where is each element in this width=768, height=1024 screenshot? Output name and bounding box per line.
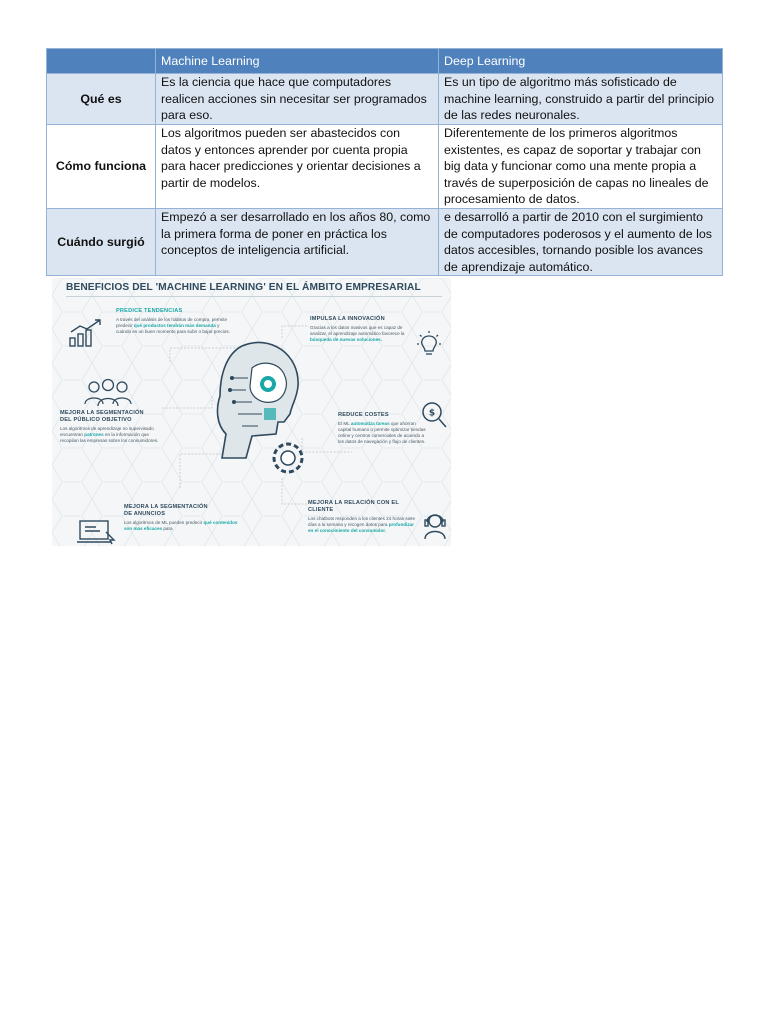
segmentacion-text-a: Los algoritmos de aprendizaje no supervisado encuentran: [60, 426, 154, 437]
anuncios-text-a: Los algoritmos de ML pueden predecir: [124, 520, 204, 525]
ml-benefits-infographic: [52, 278, 451, 546]
cell-dl-cuando-surgio: e desarrolló a partir de 2010 con el surgimiento de computadores poderosos y el aumento de los datos accesibles, tornando posible los avances de aprendizaje automático.: [439, 209, 723, 276]
trend-chart-icon: [68, 318, 106, 348]
cliente-text: [308, 516, 418, 534]
innovacion-text: [310, 325, 410, 343]
block-impulsa-innovacion: [310, 316, 410, 343]
anuncios-text-accent: qué contenidos son más eficaces: [124, 520, 238, 531]
anuncios-text: [124, 520, 242, 532]
costes-text-accent: automatiza tareas: [350, 421, 390, 426]
costes-heading: REDUCE COSTES: [338, 412, 389, 418]
block-segmentacion-publico: [60, 410, 168, 444]
money-magnifier-icon: [420, 400, 448, 430]
cliente-text-a: Los chatbots responden a los clientes 24 horas siete días a la semana y recogen datos para: [308, 516, 415, 527]
innovacion-text-accent: búsqueda de nuevas soluciones.: [310, 337, 382, 342]
row-label-que-es: Qué es: [47, 74, 156, 125]
gear-icon: [262, 438, 312, 478]
block-segmentacion-anuncios: [124, 504, 242, 532]
segmentacion-heading-1: MEJORA LA SEGMENTACIÓN: [60, 410, 144, 416]
table-header-row: [47, 49, 723, 74]
support-agent-icon: [422, 510, 448, 540]
costes-text-a: El ML: [338, 421, 351, 426]
anuncios-text-b: para: [162, 526, 173, 531]
segmentacion-text-b: en la información que recopilan las empresas sobre los consumidores.: [60, 432, 159, 443]
cliente-heading: MEJORA LA RELACIÓN CON EL CLIENTE: [308, 500, 399, 513]
block-reduce-costes: [338, 412, 428, 445]
cell-ml-que-es: Es la ciencia que hace que computadores realicen acciones sin necesitar ser programados para eso.: [156, 74, 439, 125]
innovacion-heading: IMPULSA LA INNOVACIÓN: [310, 316, 385, 322]
cell-dl-que-es: Es un tipo de algoritmo más sofisticado de machine learning, construido a partir del principio de las redes neuronales.: [439, 74, 723, 125]
lightbulb-icon: [414, 330, 444, 360]
header-empty-cell: [47, 49, 156, 74]
segmentacion-text: [60, 426, 168, 444]
row-label-como-funciona: Cómo funciona: [47, 125, 156, 209]
cell-ml-cuando-surgio: Empezó a ser desarrollado en los años 80, como la primera forma de poner en práctica los conceptos de inteligencia artificial.: [156, 209, 439, 276]
costes-text-b: que ahorran capital humano o permite optimizar tiendas online y centros comerciales de acuerdo a los datos de navegación y flujo de clientes.: [338, 421, 426, 444]
block-relacion-cliente: [308, 500, 418, 534]
segmentacion-text-accent: patrones: [84, 432, 104, 437]
innovacion-text-a: Gracias a los datos masivos que es capaz de analizar, el aprendizaje automático favorece la: [310, 325, 405, 336]
segmentacion-heading-2: DEL PÚBLICO OBJETIVO: [60, 417, 132, 423]
predice-text-a: A través del análisis de los hábitos de compra, permite predecir: [116, 317, 228, 328]
comparison-table: [46, 48, 723, 276]
header-machine-learning: Machine Learning: [156, 49, 439, 74]
table-row: [47, 74, 723, 125]
predice-text: [116, 317, 234, 335]
infographic-title: [66, 282, 421, 293]
svg-text:$: $: [428, 408, 436, 419]
predice-text-b: y cuándo es un buen momento para subir o bajar precios.: [116, 323, 230, 334]
laptop-ad-icon: [76, 518, 118, 546]
table-row: [47, 209, 723, 276]
predice-text-accent: qué productos tendrán más demanda: [133, 323, 216, 328]
predice-heading: PREDICE TENDENCIAS: [116, 308, 183, 314]
anuncios-heading-2: DE ANUNCIOS: [124, 511, 166, 517]
title-prefix: BENEFICIOS DEL: [66, 282, 156, 293]
cliente-text-accent: profundizar en el conocimiento del consumidor.: [308, 522, 414, 533]
audience-group-icon: [82, 378, 134, 408]
title-highlight: 'MACHINE LEARNING': [155, 282, 266, 293]
title-suffix: EN EL ÁMBITO EMPRESARIAL: [265, 282, 421, 293]
costes-text: [338, 421, 428, 445]
block-predice-tendencias: [116, 308, 234, 335]
title-divider: [66, 296, 442, 297]
table-row: [47, 125, 723, 209]
cell-ml-como-funciona: Los algoritmos pueden ser abastecidos con datos y entonces aprender por cuenta propia para hacer predicciones y orientar decisiones a partir de modelos.: [156, 125, 439, 209]
anuncios-heading-1: MEJORA LA SEGMENTACIÓN: [124, 504, 208, 510]
cell-dl-como-funciona: Diferentemente de los primeros algoritmos existentes, es capaz de soportar y trabajar con big data y funcionar como una mente propia a través de superposición de capas no lineales de procesamiento de datos.: [439, 125, 723, 209]
header-deep-learning: Deep Learning: [439, 49, 723, 74]
row-label-cuando-surgio: Cuándo surgió: [47, 209, 156, 276]
